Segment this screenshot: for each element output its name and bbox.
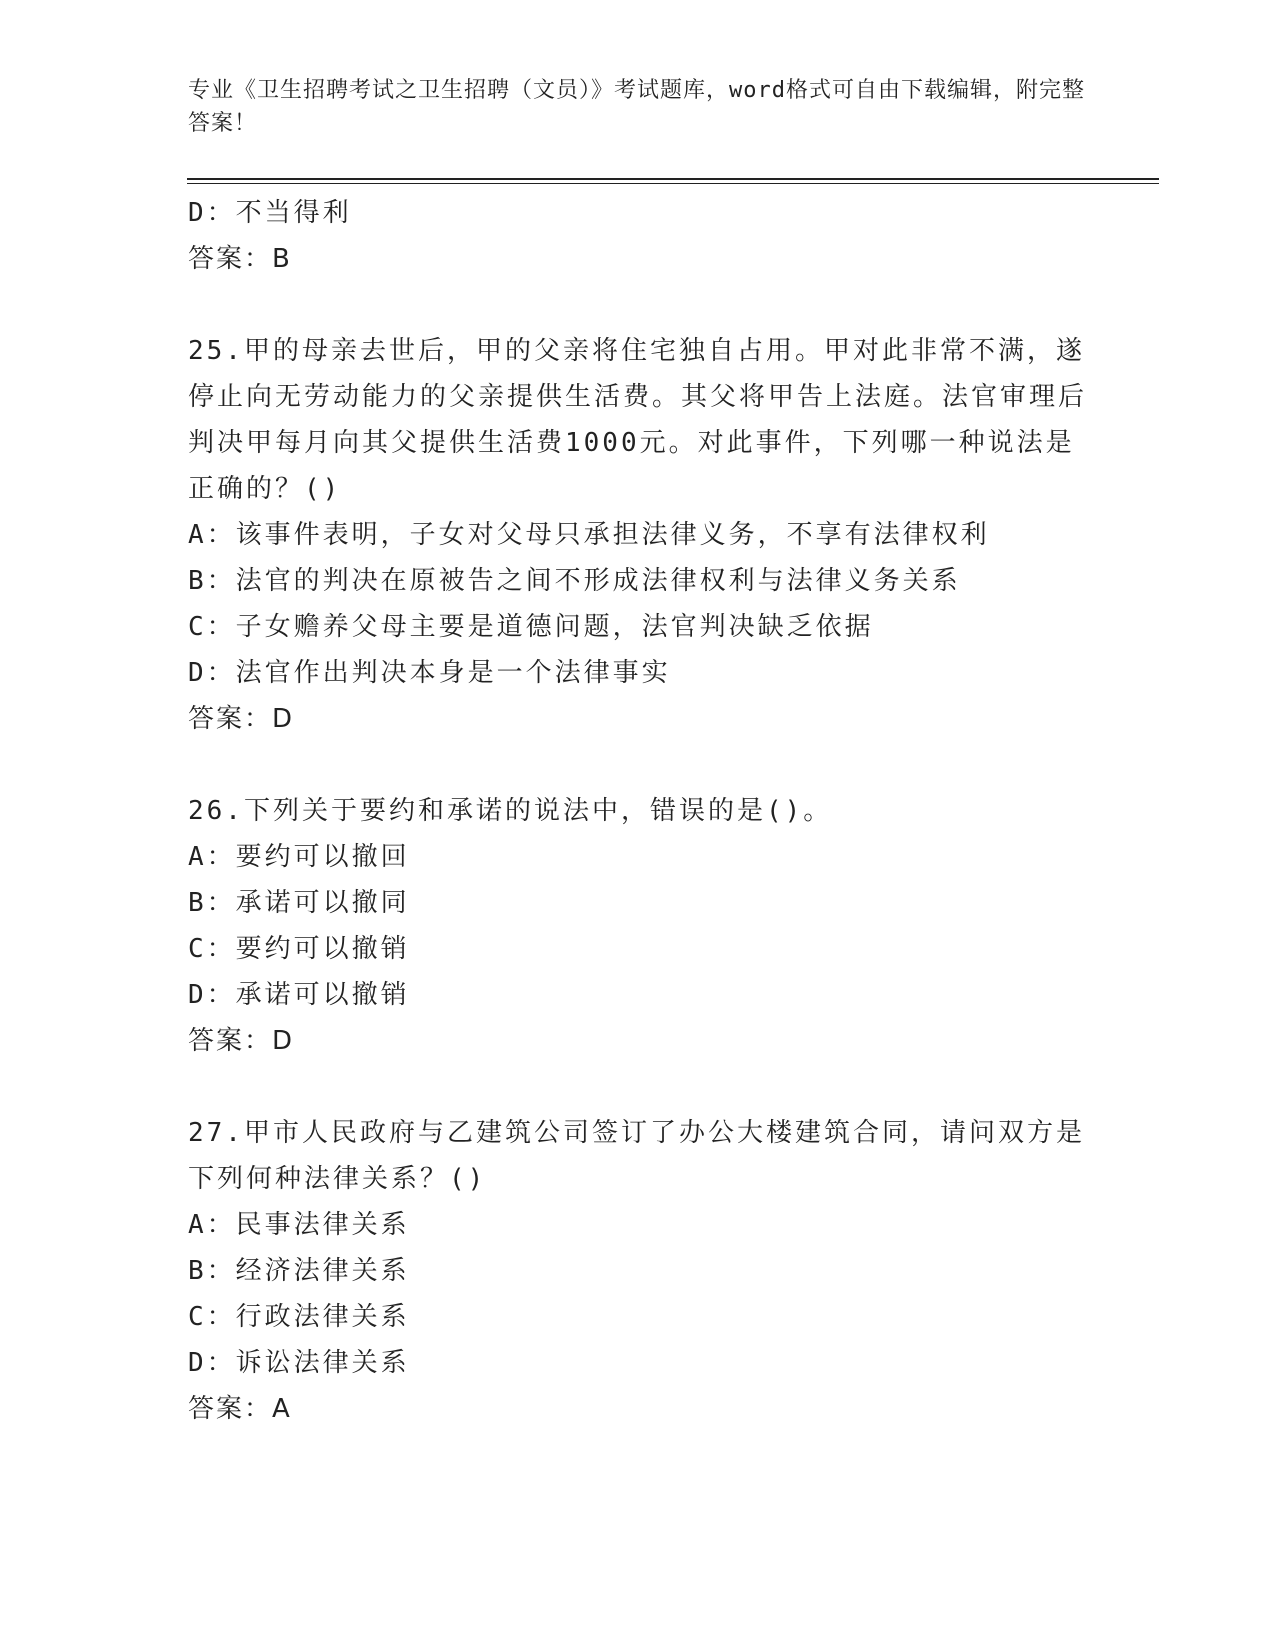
option-c: C：行政法律关系 <box>188 1302 410 1332</box>
document-header: 专业《卫生招聘考试之卫生招聘（文员）》考试题库，word格式可自由下载编辑，附完整答案！ <box>188 78 1085 136</box>
answer-line: 答案：A <box>188 1394 292 1424</box>
option-d: D：诉讼法律关系 <box>188 1348 410 1378</box>
option-d: D：承诺可以撤销 <box>188 980 410 1010</box>
answer-line: 答案：D <box>188 1026 295 1056</box>
header-divider-thick <box>187 178 1159 180</box>
option-a: A：要约可以撤回 <box>188 842 410 872</box>
header-divider-thin <box>187 183 1159 184</box>
option-b: B：经济法律关系 <box>188 1256 410 1286</box>
option-c: C：子女赡养父母主要是道德问题，法官判决缺乏依据 <box>188 612 874 642</box>
answer-line: 答案：D <box>188 704 295 734</box>
option-c: C：要约可以撤销 <box>188 934 410 964</box>
option-b: B：承诺可以撤同 <box>188 888 410 918</box>
option-a: A：民事法律关系 <box>188 1210 410 1240</box>
carryover-block <box>188 190 1088 282</box>
question-stem: 25.甲的母亲去世后，甲的父亲将住宅独自占用。甲对此非常不满，遂停止向无劳动能力的父亲提供生活费。其父将甲告上法庭。法官审理后判决甲每月向其父提供生活费1000元。对此事件，下列哪一种说法是正确的？() <box>188 336 1088 504</box>
option-d: D：法官作出判决本身是一个法律事实 <box>188 658 671 688</box>
question-stem: 27.甲市人民政府与乙建筑公司签订了办公大楼建筑合同，请问双方是下列何种法律关系？() <box>188 1118 1085 1194</box>
question-content <box>188 190 1088 1432</box>
question-26 <box>188 788 1088 1064</box>
question-25 <box>188 328 1088 742</box>
answer-line: 答案：B <box>188 244 292 274</box>
option-a: A：该事件表明，子女对父母只承担法律义务，不享有法律权利 <box>188 520 990 550</box>
question-27 <box>188 1110 1088 1432</box>
option-b: B：法官的判决在原被告之间不形成法律权利与法律义务关系 <box>188 566 961 596</box>
option-d: D：不当得利 <box>188 198 352 228</box>
question-stem: 26.下列关于要约和承诺的说法中，错误的是()。 <box>188 796 833 826</box>
